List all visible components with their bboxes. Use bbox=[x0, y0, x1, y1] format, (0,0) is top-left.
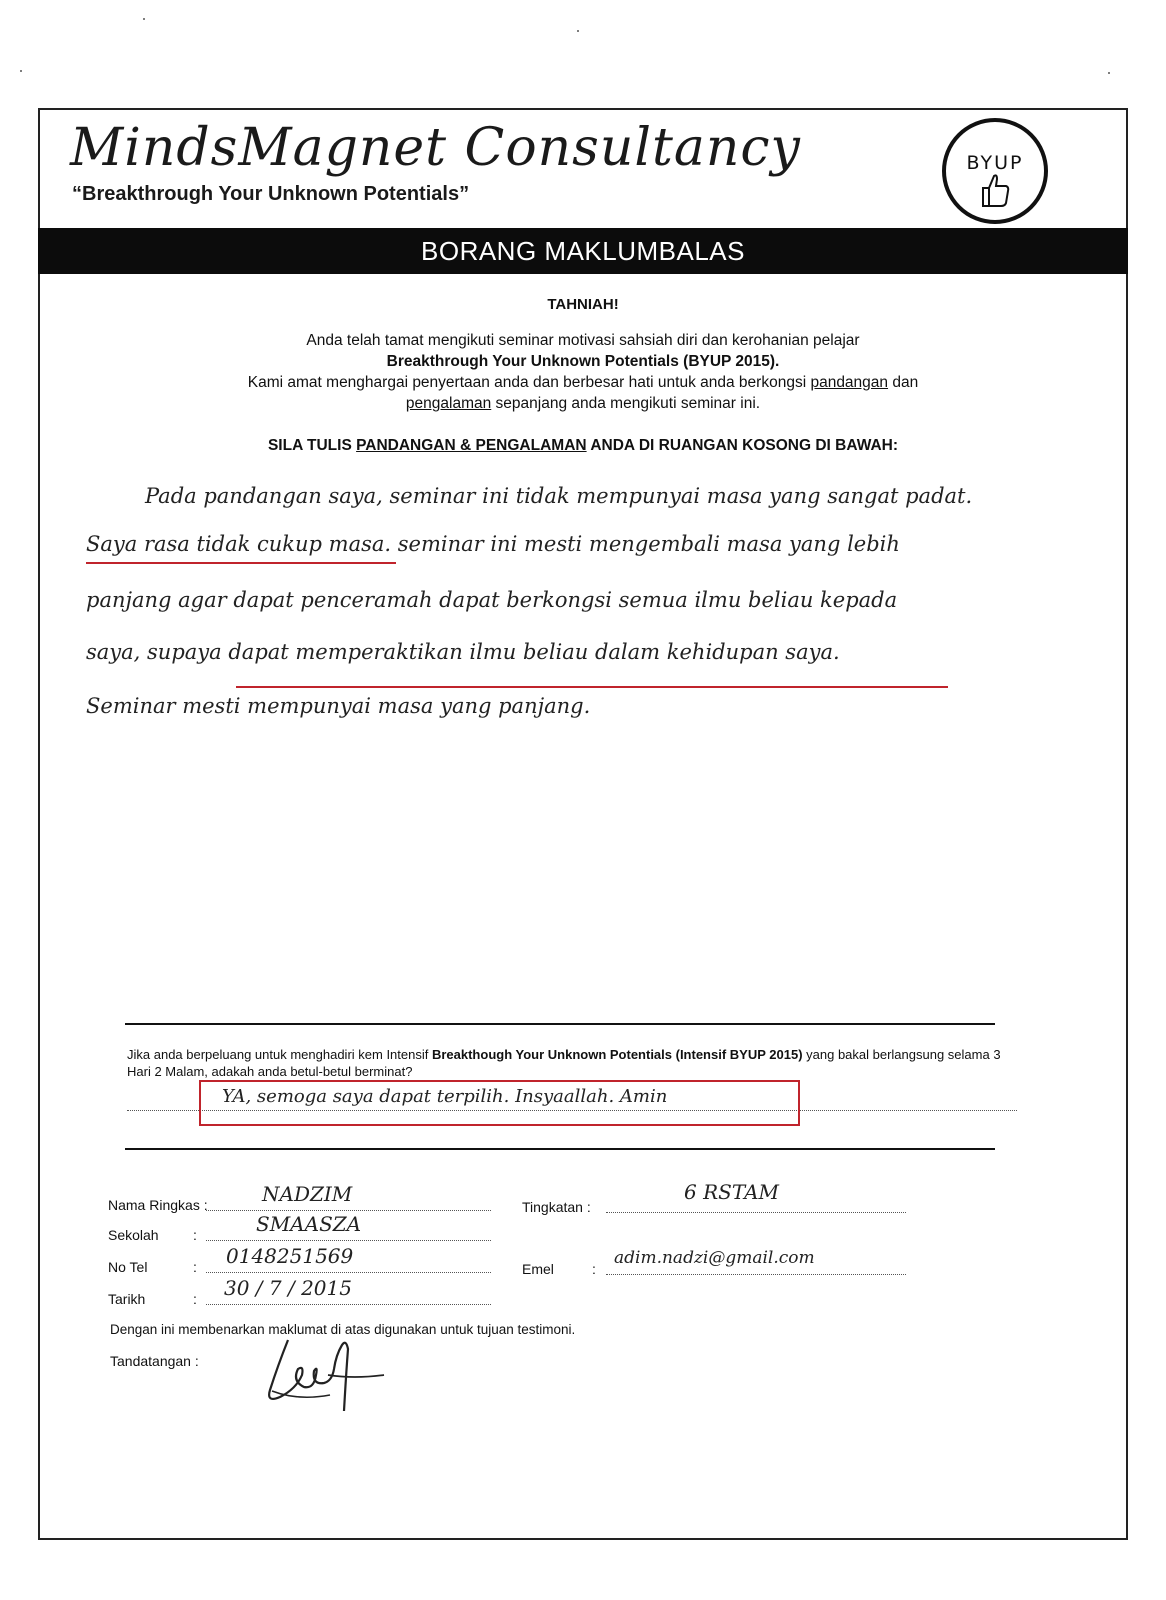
tarikh-value: 30 / 7 / 2015 bbox=[224, 1276, 352, 1300]
notel-dotted-line bbox=[206, 1272, 491, 1273]
feedback-line-5: Seminar mesti mempunyai masa yang panjang. bbox=[86, 694, 591, 718]
question-answer: YA, semoga saya dapat terpilih. Insyaallah. Amin bbox=[222, 1086, 668, 1107]
instruction-prefix: SILA TULIS bbox=[267, 437, 357, 454]
intro-underlined-pengalaman: pengalaman bbox=[405, 395, 492, 412]
tarikh-colon: : bbox=[193, 1291, 197, 1307]
emel-label: Emel bbox=[522, 1261, 554, 1277]
notel-label: No Tel bbox=[108, 1259, 148, 1275]
company-tagline: “Breakthrough Your Unknown Potentials” bbox=[72, 183, 470, 205]
sekolah-dotted-line bbox=[206, 1240, 491, 1241]
red-underline-1 bbox=[86, 562, 396, 564]
tingkatan-label: Tingkatan : bbox=[522, 1199, 591, 1215]
form-title-banner: BORANG MAKLUMBALAS bbox=[38, 228, 1128, 274]
scan-artifact bbox=[577, 30, 579, 32]
intro-line-1: Anda telah tamat mengikuti seminar motivasi sahsiah diri dan kerohanian pelajar bbox=[306, 332, 860, 349]
sekolah-value: SMAASZA bbox=[256, 1212, 362, 1236]
intro-line-3-text: Kami amat menghargai penyertaan anda dan berbesar hati untuk anda berkongsi bbox=[247, 374, 811, 391]
feedback-line-2: Saya rasa tidak cukup masa. seminar ini mesti mengembali masa yang lebih bbox=[86, 532, 900, 556]
feedback-line-3: panjang agar dapat penceramah dapat berkongsi semua ilmu beliau kepada bbox=[86, 588, 898, 612]
section-rule-top bbox=[125, 1023, 995, 1025]
notel-value: 0148251569 bbox=[226, 1244, 354, 1268]
sekolah-colon: : bbox=[193, 1227, 197, 1243]
instruction-suffix: ANDA DI RUANGAN KOSONG DI BAWAH: bbox=[586, 437, 899, 454]
tingkatan-value: 6 RSTAM bbox=[684, 1180, 780, 1204]
intensif-question bbox=[127, 1046, 1017, 1080]
red-underline-2 bbox=[236, 686, 948, 688]
intro-line-2: Breakthrough Your Unknown Potentials (BYUP 2015). bbox=[386, 353, 780, 370]
scan-artifact bbox=[1108, 72, 1110, 74]
scan-artifact bbox=[20, 70, 22, 72]
feedback-line-4: saya, supaya dapat memperaktikan ilmu beliau dalam kehidupan saya. bbox=[86, 640, 840, 664]
congrats-heading: TAHNIAH! bbox=[547, 296, 619, 313]
intro-line-4 bbox=[150, 393, 1016, 414]
scan-artifact bbox=[143, 18, 145, 20]
question-suffix: yang bakal berlangsung selama 3 Hari 2 Malam, adakah anda betul-betul berminat? bbox=[127, 1047, 1001, 1079]
intro-line-3 bbox=[150, 372, 1016, 393]
instruction-underlined: PANDANGAN & PENGALAMAN bbox=[356, 437, 587, 454]
tarikh-dotted-line bbox=[206, 1304, 491, 1305]
company-logo-text: MindsMagnet Consultancy bbox=[70, 118, 801, 178]
intro-line-3-suffix: dan bbox=[888, 374, 919, 391]
section-rule-bottom bbox=[125, 1148, 995, 1150]
confirmation-statement: Dengan ini membenarkan maklumat di atas digunakan untuk tujuan testimoni. bbox=[110, 1322, 576, 1337]
instruction-heading bbox=[0, 437, 1166, 455]
sekolah-label: Sekolah bbox=[108, 1227, 159, 1243]
emel-value: adim.nadzi@gmail.com bbox=[614, 1248, 815, 1268]
question-prefix: Jika anda berpeluang untuk menghadiri kem Intensif bbox=[127, 1047, 432, 1062]
thumbs-up-icon bbox=[981, 172, 1011, 208]
emel-colon: : bbox=[592, 1261, 596, 1277]
feedback-line-1: Pada pandangan saya, seminar ini tidak mempunyai masa yang sangat padat. bbox=[145, 484, 973, 508]
notel-colon: : bbox=[193, 1259, 197, 1275]
nama-dotted-line bbox=[206, 1210, 491, 1211]
nama-label: Nama Ringkas : bbox=[108, 1197, 208, 1213]
badge-text: BYUP bbox=[966, 152, 1024, 174]
nama-value: NADZIM bbox=[262, 1182, 353, 1206]
tarikh-label: Tarikh bbox=[108, 1291, 146, 1307]
intro-paragraph bbox=[150, 330, 1016, 414]
intro-underlined-pandangan: pandangan bbox=[810, 374, 889, 391]
question-program-name: Breakthough Your Unknown Potentials (Intensif BYUP 2015) bbox=[431, 1047, 803, 1062]
handwritten-signature bbox=[258, 1335, 388, 1415]
emel-dotted-line bbox=[606, 1274, 906, 1275]
tingkatan-dotted-line bbox=[606, 1212, 906, 1213]
intro-line-4-suffix: sepanjang anda mengikuti seminar ini. bbox=[491, 395, 761, 412]
byup-badge-logo bbox=[942, 118, 1048, 224]
signature-label: Tandatangan : bbox=[110, 1353, 199, 1369]
